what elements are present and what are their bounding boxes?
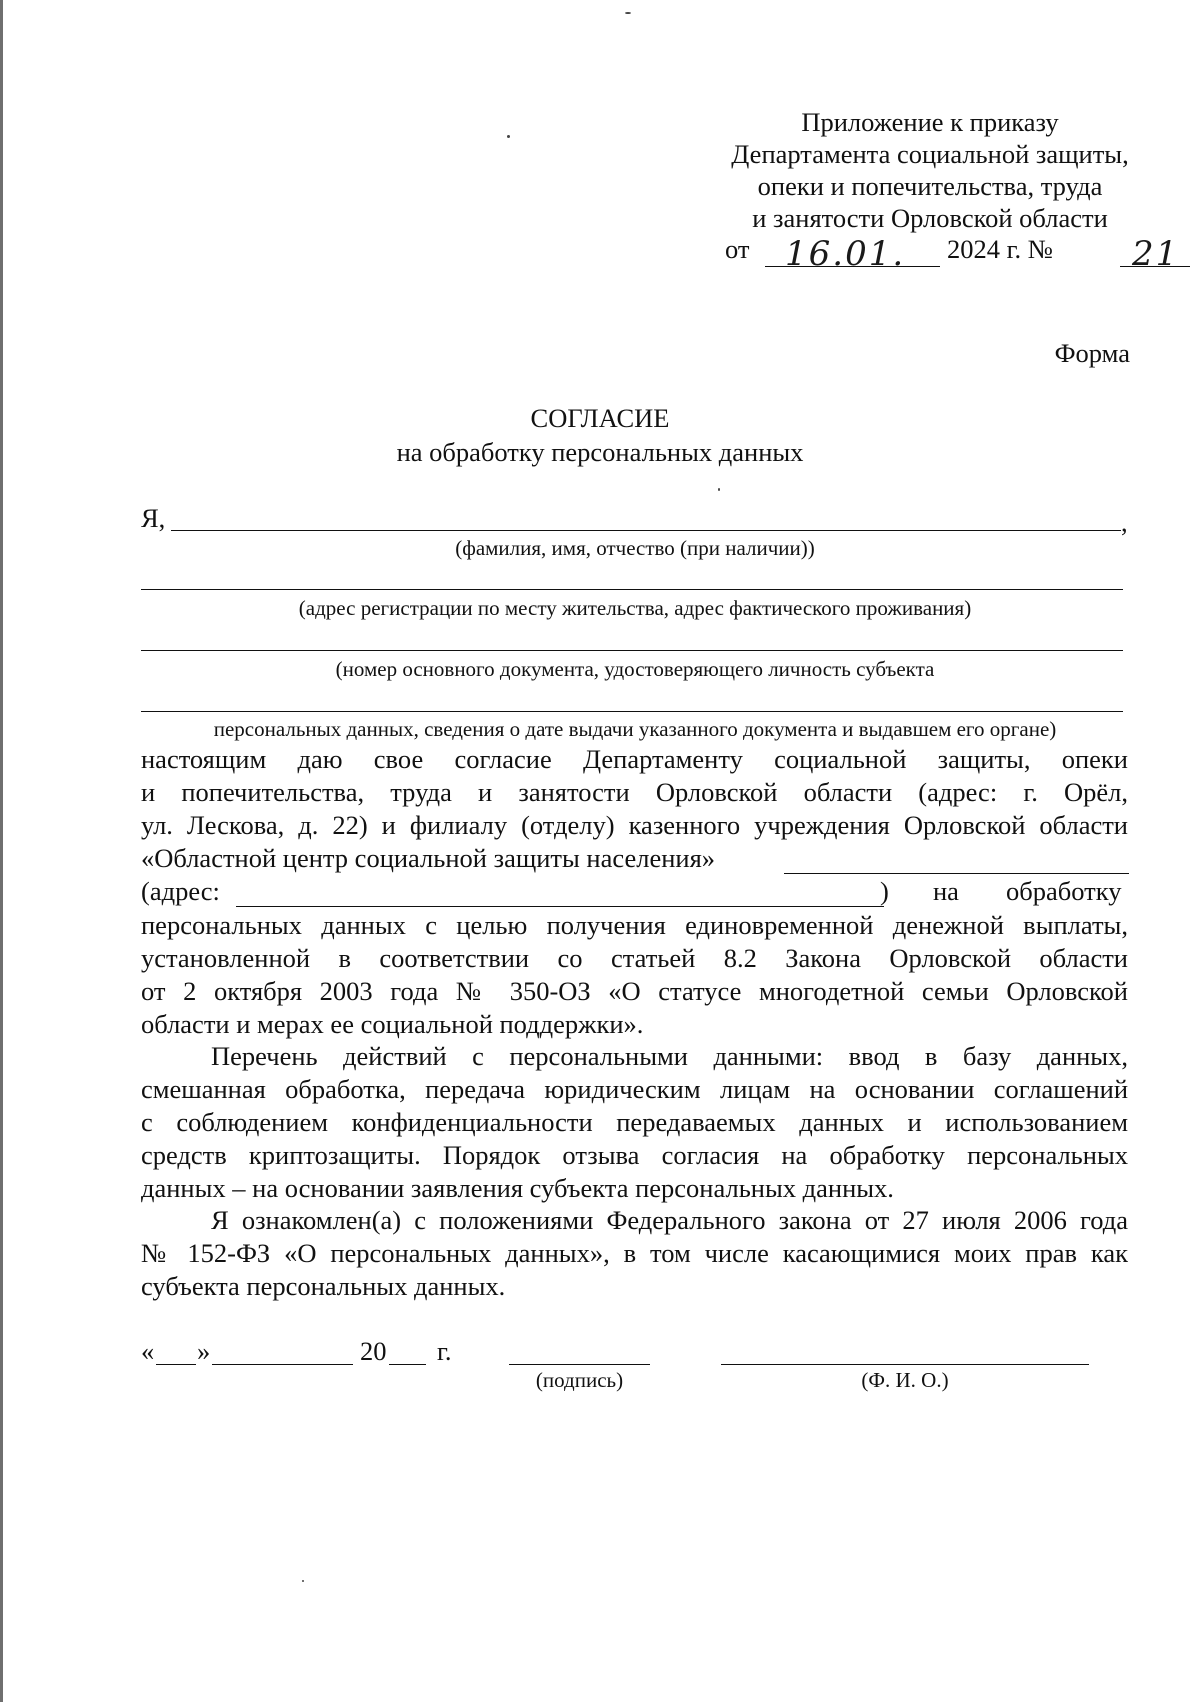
scan-speck bbox=[718, 488, 720, 491]
paragraph-line: смешанная обработка, передача юридическим лицам на основании соглашений bbox=[141, 1074, 1128, 1104]
actions-paragraph bbox=[141, 1040, 1128, 1205]
order-prefix: от bbox=[725, 234, 750, 264]
name-suffix: , bbox=[1121, 507, 1128, 537]
address-caption: (адрес регистрации по месту жительства, адрес фактического проживания) bbox=[298, 596, 972, 620]
consent-paragraph bbox=[141, 743, 1128, 842]
order-date-handwritten: 16.01. bbox=[785, 234, 906, 274]
address-open: (адрес: bbox=[141, 876, 220, 906]
form-label: Форма bbox=[1054, 338, 1130, 368]
paragraph-line: средств криптозащиты. Порядок отзыва согласия на обработку персональных bbox=[141, 1140, 1128, 1170]
address-tail-word: обработку bbox=[1006, 876, 1122, 906]
order-year: 2024 г. № bbox=[947, 234, 1054, 264]
address-close: ) bbox=[880, 876, 889, 906]
paragraph-line: и попечительства, труда и занятости Орловской области (адрес: г. Орёл, bbox=[141, 777, 1128, 807]
appendix-line: опеки и попечительства, труда bbox=[757, 171, 1103, 201]
fio-caption: (Ф. И. О.) bbox=[861, 1368, 949, 1392]
paragraph-line: настоящим даю свое согласие Департаменту социальной защиты, опеки bbox=[141, 744, 1128, 774]
paragraph-line: данных – на основании заявления субъекта персональных данных. bbox=[141, 1173, 894, 1203]
day-fill-line bbox=[156, 1364, 196, 1365]
paragraph-line: персональных данных с целью получения единовременной денежной выплаты, bbox=[141, 910, 1128, 940]
center-name: «Областной центр социальной защиты населения» bbox=[141, 843, 716, 873]
appendix-line: Приложение к приказу bbox=[801, 107, 1059, 137]
date-close-quote: » bbox=[197, 1336, 211, 1366]
center-address-fill-line bbox=[236, 906, 884, 907]
acknowledgement-paragraph bbox=[141, 1204, 1128, 1303]
year-suffix: г. bbox=[437, 1336, 452, 1366]
month-fill-line bbox=[212, 1364, 353, 1365]
scan-speck bbox=[302, 1580, 304, 1582]
scan-speck bbox=[507, 135, 510, 138]
document-title: СОГЛАСИЕ bbox=[530, 403, 670, 433]
appendix-line: и занятости Орловской области bbox=[752, 203, 1108, 233]
document-fill-line-2 bbox=[141, 711, 1123, 712]
document-fill-line bbox=[141, 650, 1123, 651]
document-caption: (номер основного документа, удостоверяющего личность субъекта bbox=[335, 657, 935, 681]
paragraph-line: с соблюдением конфиденциальности передаваемых данных и использованием bbox=[141, 1107, 1128, 1137]
paragraph-line: Перечень действий с персональными данными: ввод в базу данных, bbox=[211, 1041, 1128, 1071]
appendix-line: Департамента социальной защиты, bbox=[731, 139, 1129, 169]
date-open-quote: « bbox=[141, 1336, 155, 1366]
scan-edge bbox=[0, 0, 3, 1702]
paragraph-line: ул. Лескова, д. 22) и филиалу (отделу) казенного учреждения Орловской области bbox=[141, 810, 1128, 840]
paragraph-line: от 2 октября 2003 года № 350-ОЗ «О статусе многодетной семьи Орловской bbox=[141, 976, 1128, 1006]
address-tail-word: на bbox=[933, 876, 959, 906]
paragraph-line: Я ознакомлен(а) с положениями Федерального закона от 27 июля 2006 года bbox=[211, 1205, 1128, 1235]
name-caption: (фамилия, имя, отчество (при наличии)) bbox=[455, 536, 815, 560]
paragraph-line: установленной в соответствии со статьей 8.2 Закона Орловской области bbox=[141, 943, 1128, 973]
paragraph-line: области и мерах ее социальной поддержки». bbox=[141, 1009, 644, 1039]
paragraph-line: № 152-ФЗ «О персональных данных», в том числе касающимися моих прав как bbox=[141, 1238, 1128, 1268]
name-fill-line bbox=[171, 530, 1121, 531]
order-number-field bbox=[1120, 234, 1190, 274]
document-caption-continued: персональных данных, сведения о дате выдачи указанного документа и выдавшем его органе) bbox=[213, 717, 1057, 741]
fio-fill-line bbox=[721, 1364, 1089, 1365]
order-date-field bbox=[765, 234, 940, 274]
address-fill-line bbox=[141, 589, 1123, 590]
order-number-handwritten: 21 bbox=[1132, 234, 1180, 274]
year-fill-line bbox=[389, 1364, 426, 1365]
scan-speck bbox=[625, 12, 631, 14]
paragraph-line: субъекта персональных данных. bbox=[141, 1271, 506, 1301]
center-fill-line bbox=[784, 873, 1129, 874]
year-century: 20 bbox=[360, 1336, 387, 1366]
signature-fill-line bbox=[509, 1364, 650, 1365]
appendix-header bbox=[690, 106, 1170, 234]
document-subtitle: на обработку персональных данных bbox=[396, 437, 804, 467]
consent-paragraph-continued bbox=[141, 909, 1128, 1041]
signature-caption: (подпись) bbox=[535, 1368, 624, 1392]
name-prefix: Я, bbox=[141, 503, 166, 533]
